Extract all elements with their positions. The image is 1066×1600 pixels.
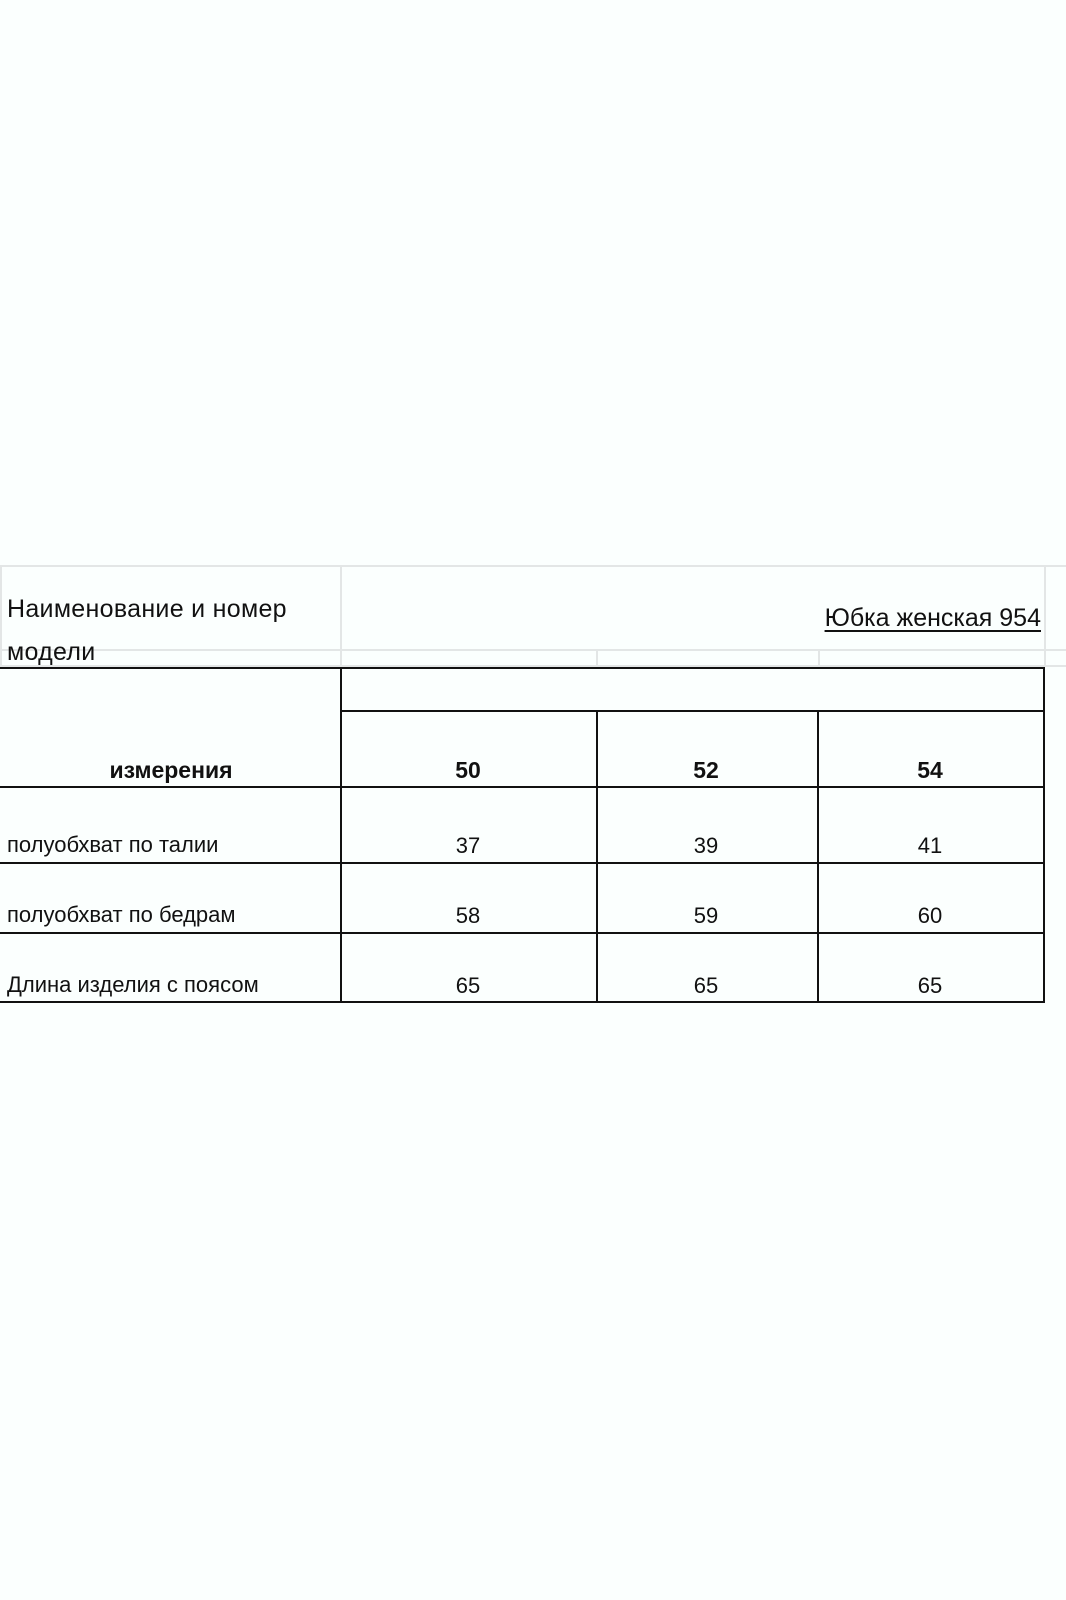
table-border [0, 862, 1045, 864]
table-cell: 58 [455, 903, 481, 928]
table-cell: 60 [917, 903, 943, 928]
gridline [596, 649, 598, 667]
table-border [1043, 667, 1045, 1003]
size-header: 54 [917, 757, 943, 783]
table-cell: 39 [693, 833, 719, 858]
table-border [0, 786, 1045, 788]
table-border [340, 710, 1045, 712]
model-title-label: Наименование и номер модели [7, 595, 287, 666]
table-border [817, 710, 819, 1003]
gridline [818, 649, 820, 667]
table-cell: 65 [917, 973, 943, 998]
row-label-hips: полуобхват по бедрам [7, 902, 236, 927]
model-name: Юбка женская 954 [824, 604, 1041, 632]
measurements-header: измерения [109, 757, 233, 783]
gridline [0, 565, 2, 667]
size-header: 52 [693, 757, 719, 783]
table-cell: 65 [693, 973, 719, 998]
row-label-length: Длина изделия с поясом [7, 972, 259, 997]
table-border [0, 667, 1045, 669]
table-border [596, 710, 598, 1003]
gridline [1044, 565, 1046, 667]
table-border [0, 932, 1045, 934]
table-cell: 65 [455, 973, 481, 998]
table-cell: 41 [917, 833, 943, 858]
table-border [340, 667, 342, 1003]
size-header: 50 [455, 757, 481, 783]
table-border [0, 1001, 1045, 1003]
gridline [0, 565, 1066, 567]
table-cell: 37 [455, 833, 481, 858]
row-label-waist: полуобхват по талии [7, 832, 219, 857]
gridline [340, 565, 342, 667]
table-cell: 59 [693, 903, 719, 928]
